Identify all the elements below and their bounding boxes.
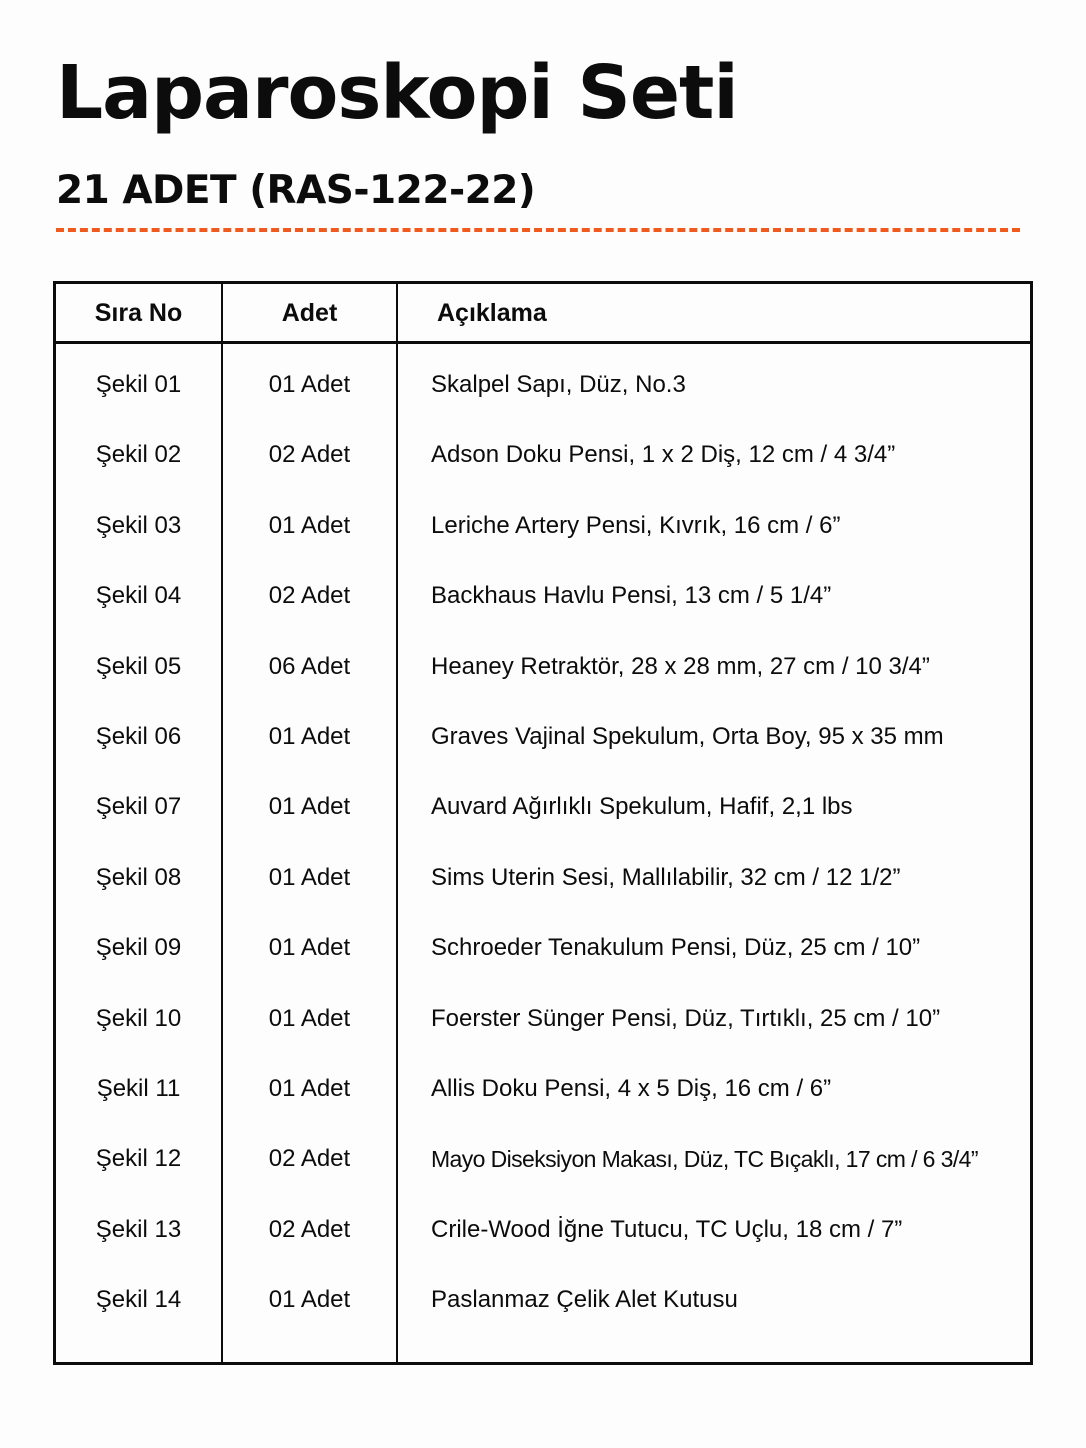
row-quantity: 01 Adet <box>268 863 351 891</box>
row-quantity: 01 Adet <box>268 511 351 539</box>
table-row <box>56 1124 1030 1194</box>
row-description: Crile-Wood İğne Tutucu, TC Uçlu, 18 cm / 7” <box>431 1215 903 1243</box>
row-quantity: 06 Adet <box>268 652 351 680</box>
table-row <box>56 1195 1030 1265</box>
instrument-table <box>53 281 1033 1365</box>
row-quantity: 01 Adet <box>268 371 351 398</box>
row-description: Skalpel Sapı, Düz, No.3 <box>431 371 686 398</box>
row-number: Şekil 01 <box>95 371 182 398</box>
row-number: Şekil 08 <box>95 863 182 891</box>
row-quantity: 01 Adet <box>268 1074 351 1102</box>
row-description: Schroeder Tenakulum Pensi, Düz, 25 cm / 10” <box>431 934 921 962</box>
row-number: Şekil 06 <box>95 722 182 750</box>
dashed-divider <box>56 228 1020 232</box>
table-row <box>56 350 1030 420</box>
column-header-sira-no: Sıra No <box>94 299 183 327</box>
table-row <box>56 843 1030 913</box>
row-number: Şekil 05 <box>95 652 182 680</box>
table-row <box>56 984 1030 1054</box>
row-quantity: 01 Adet <box>268 722 351 750</box>
page-subtitle: 21 ADET (RAS-122-22) <box>56 168 536 213</box>
row-description: Heaney Retraktör, 28 x 28 mm, 27 cm / 10 3/4” <box>431 652 930 680</box>
row-number: Şekil 10 <box>95 1004 182 1032</box>
row-number: Şekil 12 <box>95 1145 182 1173</box>
page-title: Laparoskopi Seti <box>56 50 738 136</box>
row-quantity: 01 Adet <box>268 934 351 962</box>
table-row <box>56 772 1030 842</box>
row-number: Şekil 14 <box>95 1286 182 1314</box>
row-number: Şekil 09 <box>95 934 182 962</box>
row-number: Şekil 03 <box>95 511 182 539</box>
table-row <box>56 632 1030 702</box>
row-quantity: 01 Adet <box>268 1004 351 1032</box>
row-description: Graves Vajinal Spekulum, Orta Boy, 95 x 35 mm <box>431 722 944 750</box>
row-number: Şekil 04 <box>95 582 182 610</box>
table-row <box>56 913 1030 983</box>
row-description: Leriche Artery Pensi, Kıvrık, 16 cm / 6” <box>431 511 841 539</box>
row-description: Backhaus Havlu Pensi, 13 cm / 5 1/4” <box>431 582 832 610</box>
row-description: Mayo Diseksiyon Makası, Düz, TC Bıçaklı, 17 cm / 6 3/4” <box>431 1146 978 1173</box>
row-description: Adson Doku Pensi, 1 x 2 Diş, 12 cm / 4 3/4” <box>431 441 896 469</box>
row-number: Şekil 02 <box>95 441 182 469</box>
table-row <box>56 420 1030 490</box>
row-quantity: 01 Adet <box>268 793 351 821</box>
row-number: Şekil 07 <box>95 793 182 821</box>
table-row <box>56 1265 1030 1335</box>
column-header-aciklama: Açıklama <box>437 299 547 327</box>
row-description: Sims Uterin Sesi, Mallılabilir, 32 cm / 12 1/2” <box>431 863 901 891</box>
row-quantity: 02 Adet <box>268 582 351 610</box>
table-row <box>56 1054 1030 1124</box>
row-description: Auvard Ağırlıklı Spekulum, Hafif, 2,1 lbs <box>431 793 853 821</box>
row-quantity: 02 Adet <box>268 1215 351 1243</box>
table-row <box>56 702 1030 772</box>
row-quantity: 01 Adet <box>268 1286 351 1314</box>
table-row <box>56 491 1030 561</box>
row-quantity: 02 Adet <box>268 1145 351 1173</box>
row-description: Paslanmaz Çelik Alet Kutusu <box>431 1286 738 1314</box>
table-body <box>56 350 1030 1335</box>
row-description: Foerster Sünger Pensi, Düz, Tırtıklı, 25 cm / 10” <box>431 1004 941 1032</box>
row-number: Şekil 11 <box>96 1074 181 1102</box>
table-row <box>56 561 1030 631</box>
row-number: Şekil 13 <box>95 1215 182 1243</box>
column-header-adet: Adet <box>281 299 338 327</box>
row-quantity: 02 Adet <box>268 441 351 469</box>
row-description: Allis Doku Pensi, 4 x 5 Diş, 16 cm / 6” <box>431 1074 832 1102</box>
